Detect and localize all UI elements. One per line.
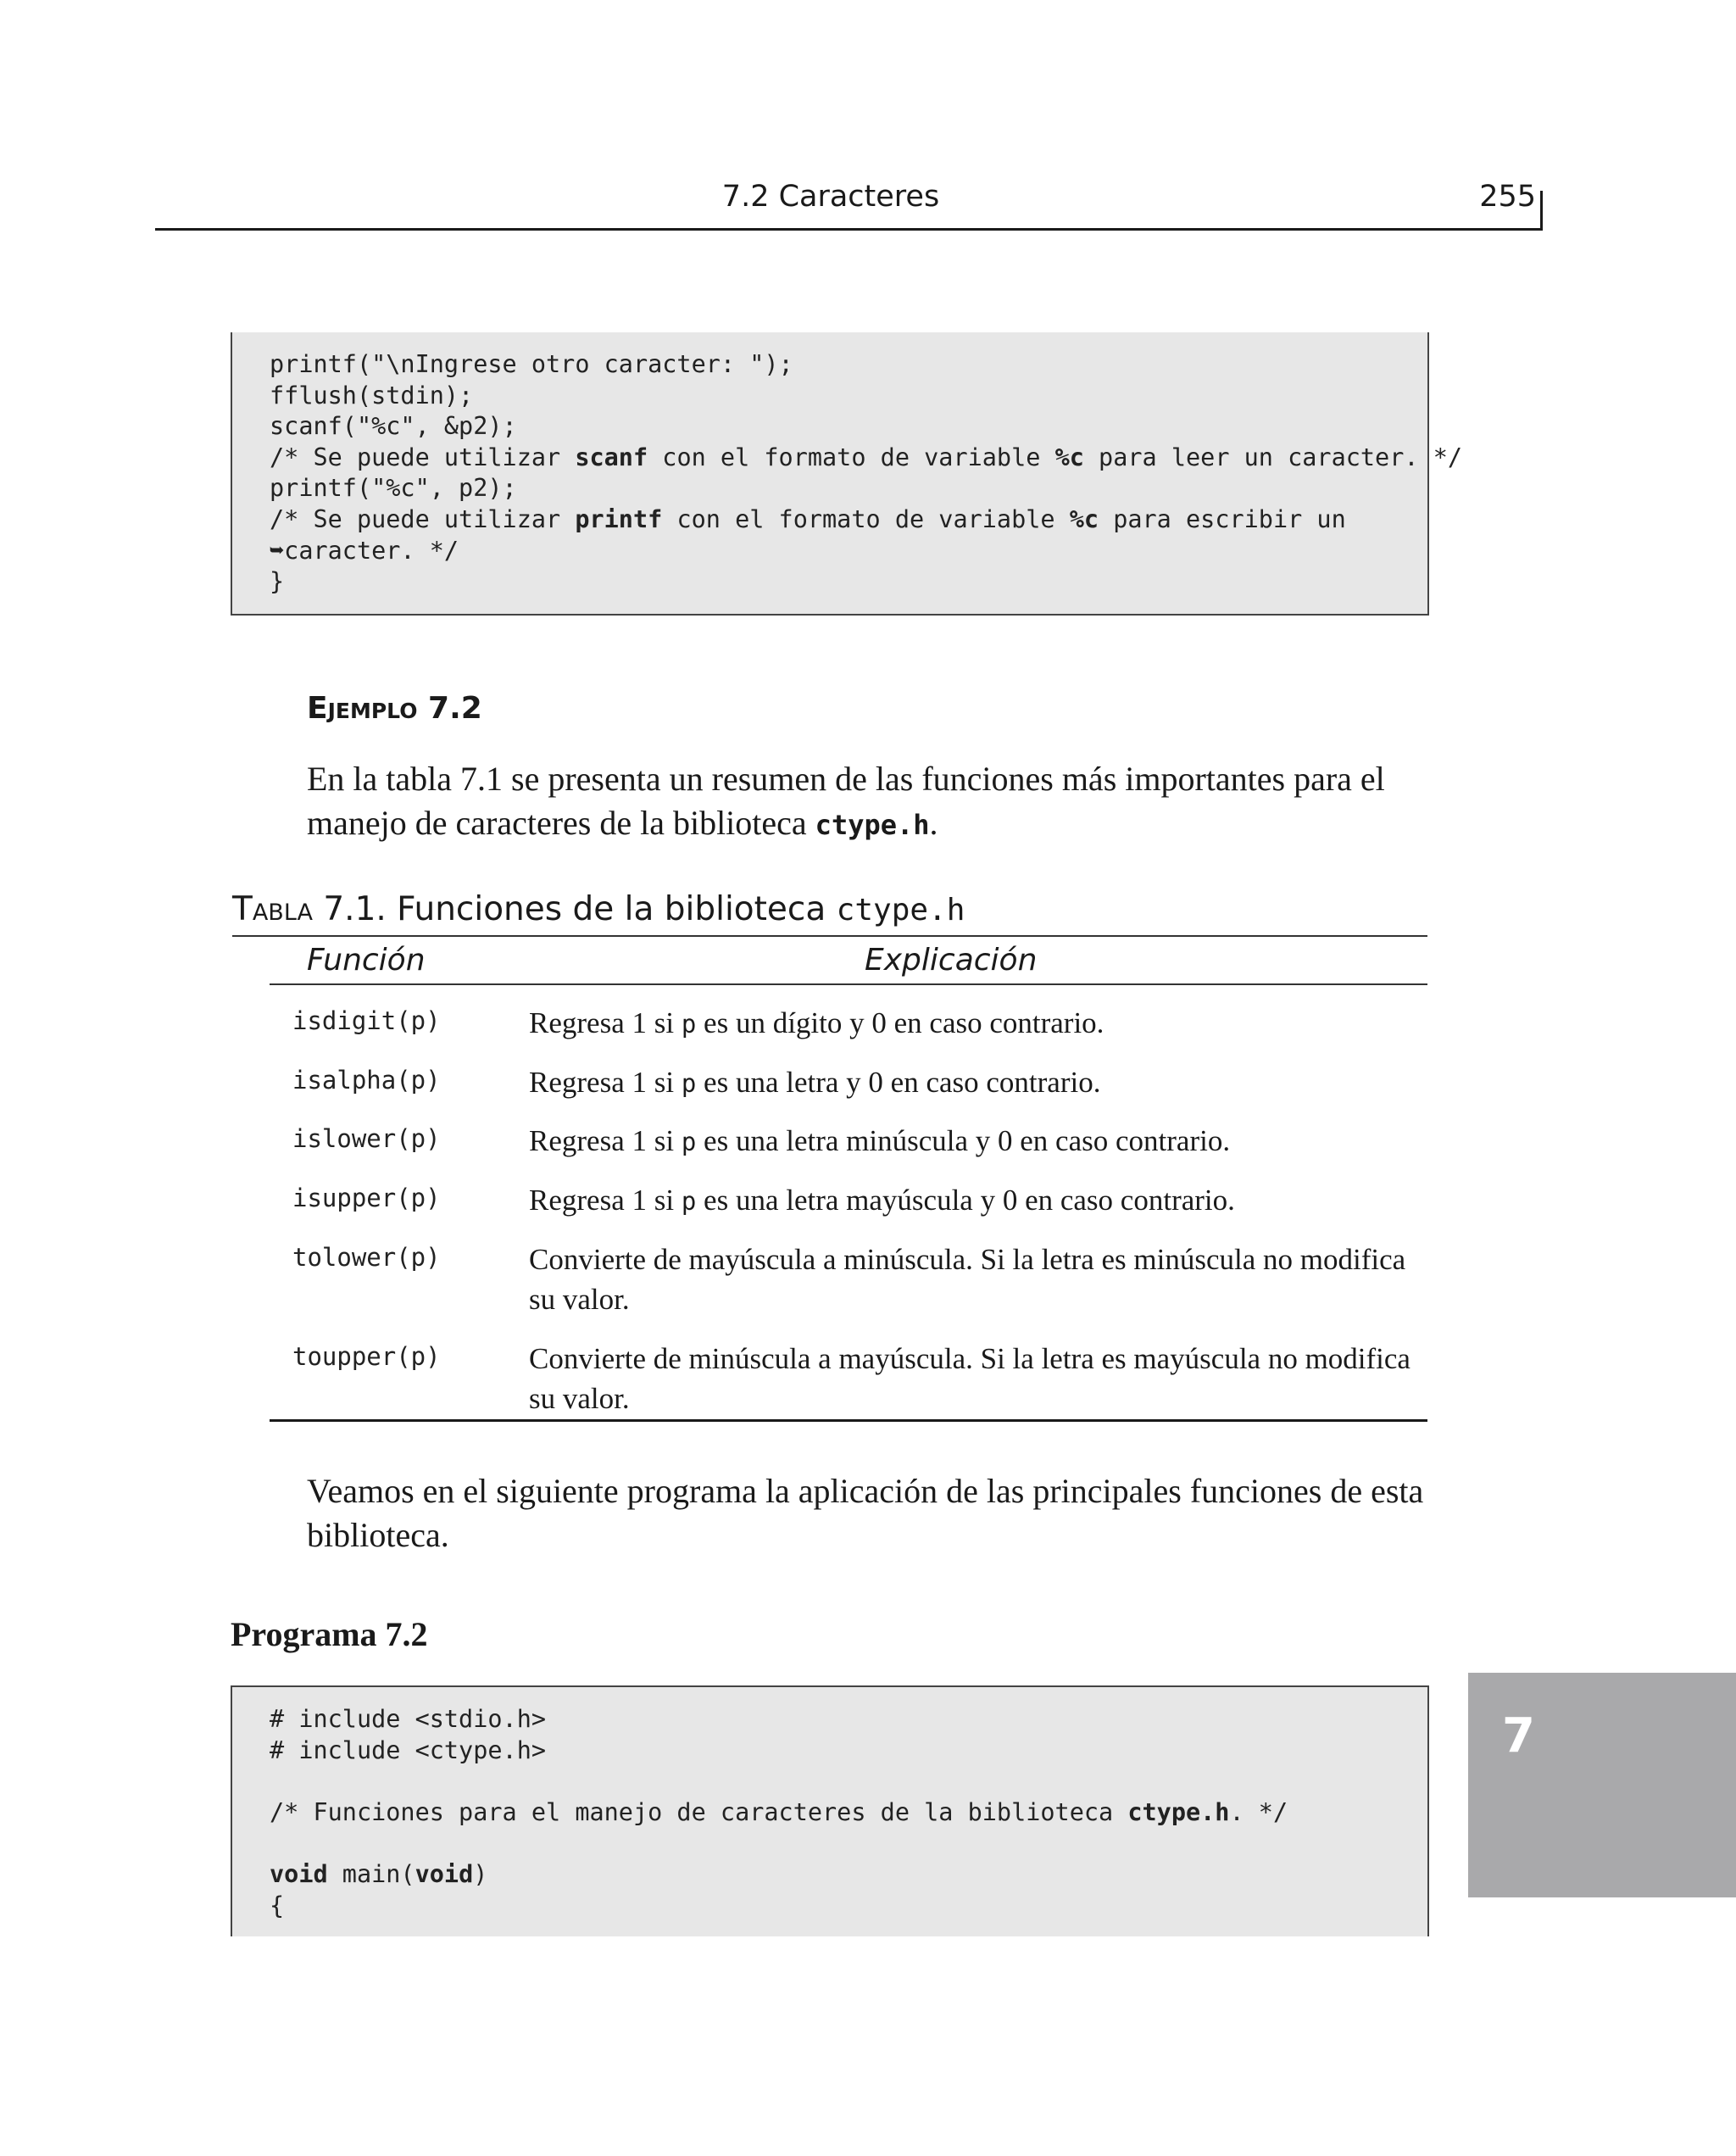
table-bottom-rule [270,1419,1427,1422]
function-description [529,1180,1419,1222]
description-text: Regresa 1 si [529,1006,682,1039]
function-name: toupper(p) [292,1342,441,1371]
chapter-thumb-tab [1468,1673,1736,1897]
page-number: 255 [1479,180,1536,214]
code-text: . */ [1229,1797,1288,1826]
program-heading: Programa 7.2 [231,1615,428,1653]
function-name: islower(p) [292,1124,441,1153]
example-number: 7.2 [428,691,482,726]
table-header-explanation: Explicación [865,943,1038,978]
example-heading [307,691,482,726]
caption-label-rest: abla [252,890,313,928]
table-header-rule [270,983,1427,985]
example-paragraph [307,757,1434,847]
description-text: Regresa 1 si [529,1066,682,1099]
code-line [270,473,1462,504]
description-text: Regresa 1 si [529,1124,682,1157]
description-text: Convierte de minúscula a mayúscula. Si la letra es mayúscula no modifica su valor. [529,1342,1410,1415]
description-text-end: es una letra minúscula y 0 en caso contrario. [696,1124,1231,1157]
code-text: ➥caracter. */ [270,536,459,565]
paragraph-end: . [929,804,938,842]
code-text: /* Funciones para el manejo de caracteres de la biblioteca [270,1797,1128,1826]
code-lines [270,349,1462,598]
caption-text: 7.1. Funciones de la biblioteca [312,890,837,928]
code-keyword: void [415,1859,474,1888]
code-text: printf("%c", p2); [270,474,517,503]
code-keyword: void [270,1859,328,1888]
function-name: isalpha(p) [292,1066,441,1095]
code-text: para leer un caracter. */ [1083,443,1463,471]
code-line [270,349,1462,381]
description-code: p [681,1187,697,1216]
description-text-end: es una letra mayúscula y 0 en caso contrario. [696,1184,1235,1217]
table-caption [232,890,965,928]
caption-initial: T [232,890,253,928]
code-line [270,504,1462,536]
code-lines [270,1704,1288,1921]
code-line [270,1828,1288,1859]
function-name: isdigit(p) [292,1006,441,1035]
code-keyword: printf [575,504,663,533]
code-keyword: ctype.h [1127,1797,1230,1826]
code-line [270,1766,1288,1797]
header-rule [155,228,1543,231]
library-name-code: ctype.h [815,809,930,841]
code-text: scanf("%c", &p2); [270,412,517,441]
paragraph-text: En la tabla 7.1 se presenta un resumen de las funciones más importantes para el manejo de caracteres de la biblioteca [307,760,1385,842]
code-text: { [270,1891,285,1919]
function-description [529,1339,1419,1420]
code-line [270,1797,1288,1829]
code-listing-continuation [231,332,1463,616]
code-text: fflush(stdin); [270,381,474,409]
running-header-title: 7.2 Caracteres [721,180,940,214]
code-line [270,1891,1288,1922]
code-text: # include <stdio.h> [270,1705,547,1733]
code-text: } [270,567,285,596]
description-code: p [681,1128,697,1156]
code-listing-program [231,1685,1429,1936]
code-text: printf("\nIngrese otro caracter: "); [270,350,793,378]
code-line [270,381,1462,412]
code-text: con el formato de variable [648,443,1055,471]
code-keyword: %c [1069,504,1099,533]
code-text: /* Se puede utilizar [270,504,576,533]
code-text: /* Se puede utilizar [270,443,576,471]
description-code: p [681,1010,697,1039]
code-line [270,1704,1288,1735]
code-text: para escribir un [1099,504,1346,533]
function-description [529,1240,1419,1321]
table-top-rule [232,935,1427,937]
code-text: # include <ctype.h> [270,1735,547,1764]
description-text: Convierte de mayúscula a minúscula. Si la letra es minúscula no modifica su valor. [529,1243,1406,1316]
code-line [270,1859,1288,1891]
example-label-rest: jemplo [327,691,418,726]
code-text: con el formato de variable [662,504,1070,533]
function-name: isupper(p) [292,1184,441,1212]
function-description [529,1121,1419,1162]
code-text: main( [327,1859,415,1888]
header-rule-tick [1540,191,1543,231]
description-text: Regresa 1 si [529,1184,682,1217]
caption-code: ctype.h [836,893,965,928]
code-text: ) [473,1859,488,1888]
function-description [529,1062,1419,1104]
code-line [270,536,1462,567]
program-intro-paragraph: Veamos en el siguiente programa la aplicación de las principales funciones de esta biblioteca. [307,1472,1424,1554]
code-keyword: %c [1054,443,1084,471]
function-description [529,1003,1419,1045]
description-text-end: es un dígito y 0 en caso contrario. [696,1006,1104,1039]
code-line [270,1735,1288,1767]
table-header-function: Función [307,943,426,978]
example-label-initial: E [307,691,328,726]
code-line [270,443,1462,474]
description-code: p [681,1069,697,1098]
chapter-number: 7 [1502,1708,1535,1763]
code-line [270,566,1462,598]
code-keyword: scanf [575,443,648,471]
function-name: tolower(p) [292,1243,441,1272]
description-text-end: es una letra y 0 en caso contrario. [696,1066,1101,1099]
code-line [270,411,1462,443]
